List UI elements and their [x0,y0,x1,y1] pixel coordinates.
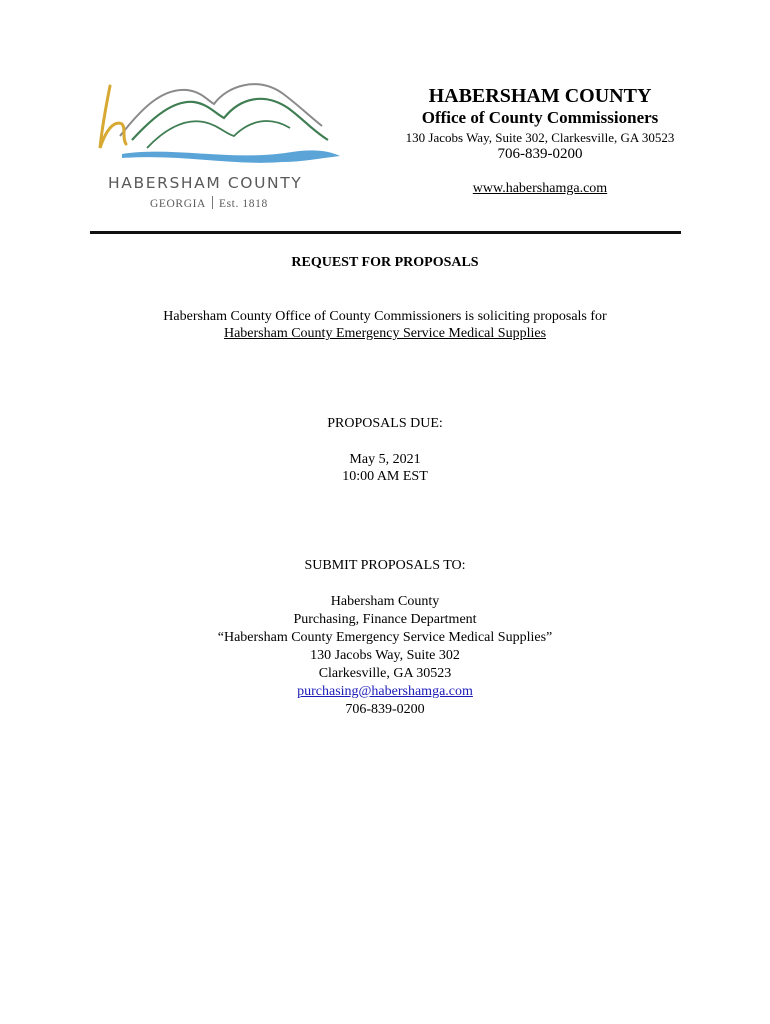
logo-state: GEORGIA [150,198,206,210]
submit-line: Clarkesville, GA 30523 [318,666,452,681]
website-link[interactable]: www.habershamga.com [472,181,608,196]
logo-subtitle [150,196,268,210]
due-label: PROPOSALS DUE: [327,416,443,431]
submit-line: 130 Jacobs Way, Suite 302 [310,648,460,663]
logo-separator [212,196,213,209]
submit-line: Purchasing, Finance Department [293,612,477,627]
submit-label: SUBMIT PROPOSALS TO: [304,558,466,573]
logo-established: Est. 1818 [218,198,268,210]
county-logo [92,78,342,213]
due-date: May 5, 2021 [349,452,421,467]
office-address: 130 Jacobs Way, Suite 302, Clarkesville, GA 30523 [405,130,675,145]
submit-line: “Habersham County Emergency Service Medical Supplies” [217,630,553,645]
header-divider [90,231,681,234]
mountains-logo-graphic [92,78,342,173]
office-phone: 706-839-0200 [497,146,583,162]
county-title: HABERSHAM COUNTY [428,85,652,107]
rfp-heading: REQUEST FOR PROPOSALS [291,255,479,270]
submit-line: Habersham County [330,594,440,609]
intro-line-1: Habersham County Office of County Commissioners is soliciting proposals for [163,309,607,324]
logo-county-name: HABERSHAM COUNTY [108,174,303,192]
project-title: Habersham County Emergency Service Medical Supplies [223,326,547,341]
submit-phone: 706-839-0200 [345,702,425,717]
email-link-row [0,684,770,700]
office-title: Office of County Commissioners [421,108,659,127]
due-time: 10:00 AM EST [342,469,428,484]
email-link[interactable]: purchasing@habershamga.com [297,684,473,699]
